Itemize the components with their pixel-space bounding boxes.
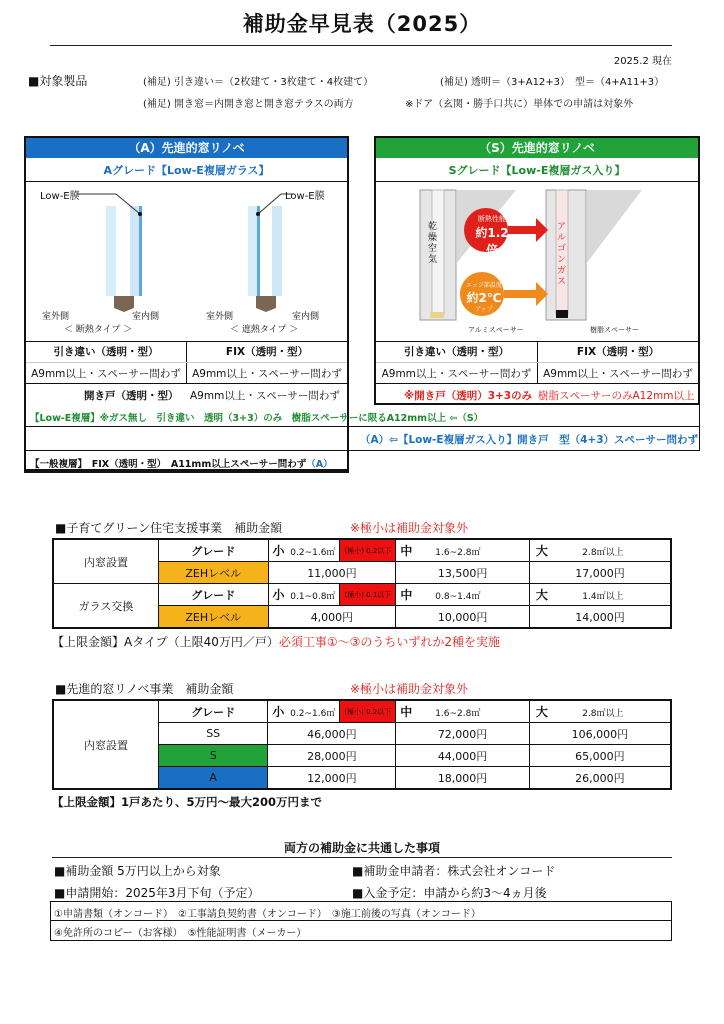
a-door-text: A9mm以上・スペーサー問わず	[190, 390, 340, 402]
spacer-aluminum	[430, 312, 444, 318]
glass-small-value: 4,000円	[268, 606, 396, 629]
a-door-title: 開き戸（透明・型）	[84, 390, 179, 402]
small-range: 0.2~1.6㎡	[290, 548, 336, 558]
lowe-film-right	[257, 206, 260, 296]
mid-range: 1.6~2.8㎡	[435, 548, 481, 558]
outside-label-2: 室外側	[206, 312, 234, 322]
senshin-title: ■先進的窓リノベ事業 補助金額	[55, 682, 234, 696]
arrow-orange	[504, 282, 548, 306]
senshin-table: 内窓設置 グレード 小 0.2~1.6㎡ (極小) 0.2以下 中 1.6~2.8㎡ 大 2.8㎡以上 SS 46,000円 72,000円 106,000円 S 28,000円 44,000円 65,000円 A 12,000円 18,000円 26,000円	[52, 699, 672, 790]
note-general-double: 【一般複層】 FIX（透明・型） A11mm以上スペーサー問わず（A）	[30, 459, 333, 470]
outside-label-1: 室外側	[42, 312, 70, 322]
s-fix-title: FIX（透明・型）	[576, 346, 660, 358]
inside-label-1: 室内側	[132, 312, 160, 322]
s-sliding-text: A9mm以上・スペーサー問わず	[381, 368, 532, 380]
kosodate-title: ■子育てグリーン住宅支援事業 補助金額	[55, 521, 283, 535]
pane-left-1	[106, 206, 116, 296]
note-sliding: (補足) 引き違い＝（2枚建て・3枚建て・4枚建て）	[143, 77, 374, 88]
pane-right-2	[272, 206, 282, 296]
inner-mid-value: 13,500円	[396, 562, 530, 584]
lowe-label-left: Low-E膜	[40, 191, 80, 202]
badge1-value: 約1.2倍	[475, 226, 509, 257]
type-label-heatshield: ＜ 遮熱タイプ ＞	[230, 325, 299, 335]
zeh-level: ZEHレベル	[159, 562, 268, 584]
panel-s-subheader: Sグレード【Low-E複層ガス入り】	[448, 164, 626, 177]
a-sliding-text: A9mm以上・スペーサー問わず	[31, 368, 181, 380]
note-lowe-gas-door: （A）⇦【Low-E複層ガス入り】開き戸 型（4+3）スペーサー問わず	[360, 434, 698, 446]
glass-mid-value: 10,000円	[396, 606, 530, 629]
glass-diagram-s	[376, 184, 698, 340]
note-lowe-gasless: 【Low-E複層】※ガス無し 引き違い 透明（3+3）のみ 樹脂スペーサーに限るA12mm以上 ⇦（S）	[30, 413, 484, 424]
argon-label: アルゴンガス	[557, 222, 567, 287]
badge2-value: 約2℃	[466, 291, 502, 305]
badge1-caption: 断熱性能	[478, 215, 506, 223]
date-stamp: 2025.2 現在	[613, 56, 672, 67]
lowe-film-left	[139, 206, 142, 296]
kosodate-table: 内窓設置 グレード 小 0.2~1.6㎡ (極小) 0.2以下 中 1.6~2.8㎡ 大 2.8㎡以上 ZEHレベル 11,000円 13,500円 17,000円 ガラス交換 グレード 小 0.1~0.8㎡ (極小) 0.1以下 中 0.8~1.4㎡ 大 1.4㎡以上 ZEHレベル 4,000円 10,000円 14,000円	[52, 538, 672, 629]
target-label: ■対象製品	[28, 74, 88, 88]
spacer-resin	[556, 310, 568, 318]
note-glass: (補足) 透明＝（3+A12+3） 型＝（4+A11+3）	[440, 77, 665, 88]
a-sliding-title: 引き違い（透明・型）	[53, 346, 159, 358]
row-inner-window: 内窓設置	[53, 539, 159, 584]
senshin-limit: 【上限金額】1戸あたり、5万円～最大200万円まで	[52, 795, 323, 809]
panel-a-header: （A）先進的窓リノベ	[26, 138, 347, 158]
badge2-caption2: アップ	[475, 306, 493, 313]
pane-right-1	[248, 206, 258, 296]
documents-line1: ①申請書類（オンコード） ②工事請負契約書（オンコード） ③施工前後の写真（オンコード）	[54, 909, 481, 920]
a-fix-title: FIX（透明・型）	[225, 346, 309, 358]
inside-label-2: 室内側	[292, 312, 320, 322]
s-door-text: 樹脂スペーサーのみA12mm以上	[538, 390, 695, 402]
panel-a-subheader: Aグレード【Low-E複層ガラス】	[103, 164, 270, 177]
kosodate-limit: 【上限金額】Aタイプ（上限40万円／戸）必須工事①～③のうちいずれか2種を実施	[52, 635, 501, 649]
common-start: ■申請開始：2025年3月下旬（予定）	[54, 886, 260, 900]
spacer-resin-label: 樹脂スペーサー	[590, 326, 639, 334]
senshin-warning: ※極小は補助金対象外	[350, 682, 469, 696]
large-range: 2.8㎡以上	[582, 548, 624, 558]
panel-s-header: （S）先進的窓リノベ	[376, 138, 698, 158]
arrow-red	[508, 218, 548, 242]
note-casement: (補足) 開き窓＝内開き窓と開き窓テラスの両方	[143, 99, 354, 110]
tiny-range: (極小) 0.2以下	[340, 539, 396, 562]
documents-line2: ④免許所のコピー（お客様） ⑤性能証明書（メーカー）	[54, 928, 307, 939]
badge2-caption: エッジ部温度	[466, 282, 502, 289]
common-applicant: ■補助金申請者：株式会社オンコード	[352, 864, 556, 878]
inner-small-value: 11,000円	[268, 562, 396, 584]
spacer-right	[256, 296, 276, 312]
grade-s: S	[158, 745, 267, 767]
note-door: ※ドア（玄関・勝手口共に）単体での申請は対象外	[405, 99, 634, 110]
spacer-left	[114, 296, 134, 312]
s-door-note: ※開き戸（透明）3+3のみ	[404, 390, 533, 402]
grade-ss: SS	[158, 723, 267, 745]
common-payment: ■入金予定：申請から約3～4ヵ月後	[352, 886, 547, 900]
s-sliding-title: 引き違い（透明・型）	[404, 346, 509, 358]
inner-large-value: 17,000円	[529, 562, 671, 584]
pane-left-2	[130, 206, 140, 296]
kosodate-warning: ※極小は補助金対象外	[350, 521, 469, 535]
grade-header-2: グレード	[159, 584, 268, 606]
common-min-amount: ■補助金額 5万円以上から対象	[54, 864, 221, 878]
dry-air-label: 乾燥空気	[428, 222, 438, 265]
row-glass-exchange: ガラス交換	[53, 584, 159, 629]
a-fix-text: A9mm以上・スペーサー問わず	[192, 368, 342, 380]
title-divider	[50, 45, 672, 46]
glass-large-value: 14,000円	[529, 606, 671, 629]
s-fix-text: A9mm以上・スペーサー問わず	[543, 368, 693, 380]
spacer-al-label: アルミスペーサー	[468, 326, 524, 334]
type-label-insulation: ＜ 断熱タイプ ＞	[64, 325, 133, 335]
grade-a: A	[158, 767, 267, 790]
page-title: 補助金早見表（2025）	[242, 12, 482, 36]
common-title: 両方の補助金に共通した事項	[283, 841, 440, 855]
senshin-inner-window: 内窓設置	[53, 700, 158, 789]
lowe-label-right: Low-E膜	[285, 191, 325, 202]
grade-header: グレード	[159, 539, 268, 562]
